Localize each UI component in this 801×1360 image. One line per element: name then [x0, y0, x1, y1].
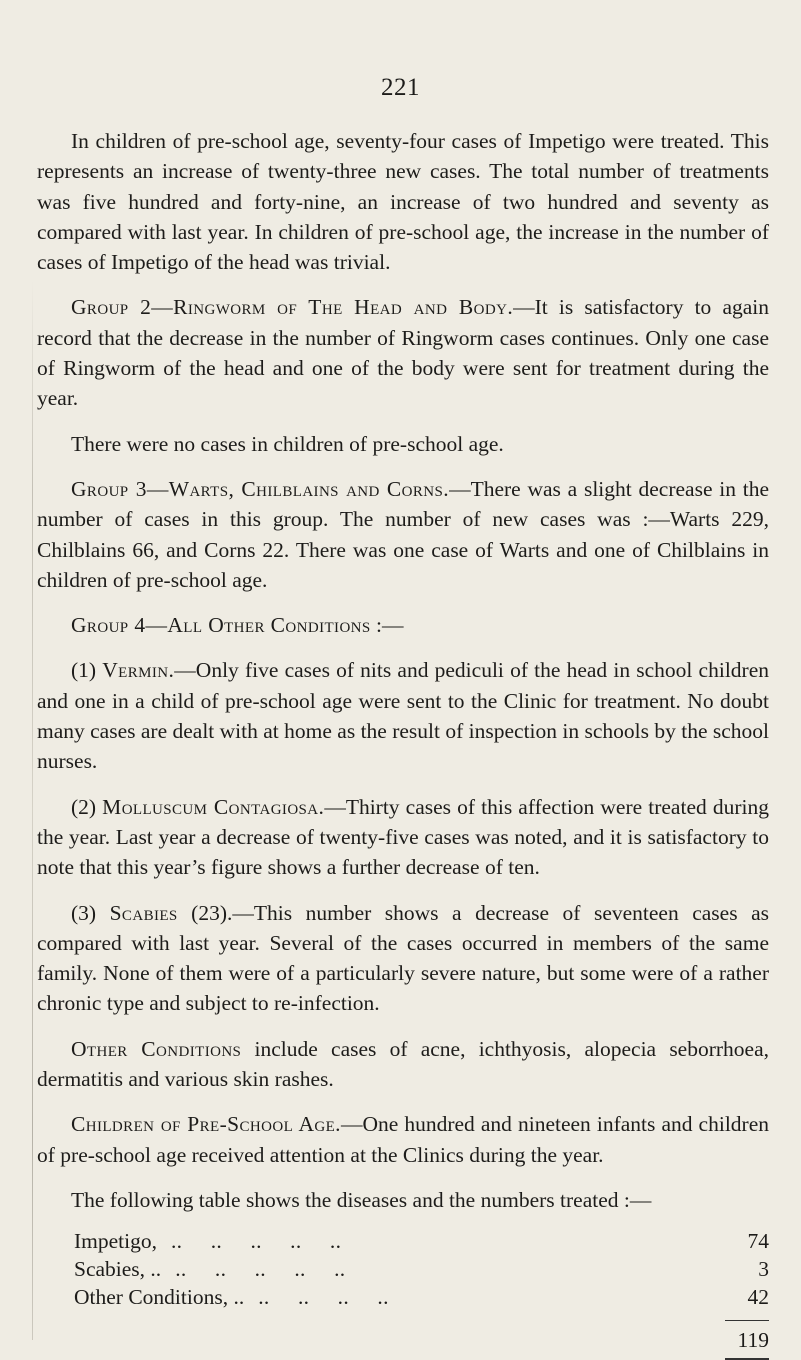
impetigo-preschool-paragraph: In children of pre-school age, seventy-four cases of Impetigo were treated. This represents an increase of twenty-three new cases. The total number of treatments was five hundred and forty-nine, an increase of two hundred and seventy as compared with last year. In children of pre-school age, the increase in the number of cases of Impetigo of the head was trivial. [37, 129, 769, 275]
row-label: Impetigo, [74, 1229, 157, 1254]
vermin-number: (1) [71, 658, 103, 683]
scabies-number: (3) [71, 900, 110, 925]
document-body [37, 126, 769, 1360]
scan-page-edge [32, 280, 33, 1340]
group-3-heading: Group 3—Warts, Chilblains and Corns. [71, 476, 450, 501]
table-total-row [74, 1325, 769, 1355]
other-conditions-text: include cases of acne, ichthyosis, alopecia seborrhoea, dermatitis and various skin rashes. [37, 1036, 770, 1092]
row-label: Scabies, .. [74, 1257, 162, 1282]
vermin-text: —Only five cases of nits and pediculi of the head in school children and one in a child of pre-school age were sent to the Clinic for treatment. No doubt many cases are dealt with at home as the result of inspection in schools by the school nurses. [37, 658, 770, 774]
total-rule [725, 1320, 769, 1321]
preschool-text: —One hundred and nineteen infants and children of pre-school age received attention at the Clinics during the year. [37, 1112, 769, 1167]
group-4-text: :— [370, 613, 404, 638]
group-3-text: —There was a slight decrease in the number of cases in this group. The number of new cases was :—Warts 229, Chilblains 66, and Corns 22. There was one case of Warts and one of Chilblains in children of pre-school age. [37, 476, 769, 592]
leader-dots: .. .. .. .. .. [171, 1229, 342, 1254]
scabies-text: (23).—This number shows a decrease of seventeen cases as compared with last year. Several of the cases occurred in members of the same family. None of them were of a particularly severe nature, but some were of a rather chronic type and subject to re-infection. [37, 900, 769, 1016]
molluscum-number: (2) [71, 794, 103, 819]
other-conditions-paragraph [37, 1034, 769, 1095]
molluscum-paragraph [37, 792, 769, 883]
scabies-paragraph [37, 898, 769, 1019]
table-total: 119 [737, 1328, 769, 1353]
leader-dots: .. .. .. .. .. [175, 1257, 346, 1282]
leader-dots: .. .. .. .. [258, 1285, 389, 1310]
molluscum-heading: Molluscum Contagiosa. [102, 794, 325, 819]
preschool-heading: Children of Pre-School Age. [71, 1112, 341, 1137]
group-2-paragraph [37, 292, 769, 413]
group-2-text: —It is satisfactory to again record that the decrease in the number of Ringworm cases continues. Only one case of Ringworm of the head and one of the body were sent for treatment during the year. [37, 295, 769, 411]
vermin-heading: Vermin. [102, 658, 175, 683]
table-row [74, 1283, 769, 1311]
group-3-paragraph [37, 474, 769, 595]
vermin-paragraph [37, 655, 769, 776]
molluscum-text: —Thirty cases of this affection were treated during the year. Last year a decrease of twenty-five cases was noted, and it is satisfactory to note that this year’s figure shows a further decrease of ten. [37, 794, 769, 880]
scabies-heading: Scabies [109, 900, 178, 925]
table-intro: The following table shows the diseases and the numbers treated :— [71, 1187, 652, 1212]
treatment-table [74, 1227, 769, 1359]
group-4-heading: Group 4—All Other Conditions [71, 613, 371, 638]
preschool-paragraph [37, 1109, 769, 1170]
group-2-preschool-note: There were no cases in children of pre-school age. [71, 431, 504, 456]
other-conditions-heading: Other Conditions [71, 1036, 242, 1061]
group-4-paragraph [37, 610, 769, 640]
table-row [74, 1227, 769, 1255]
page-number: 221 [381, 74, 420, 101]
table-row [74, 1255, 769, 1283]
total-underline [725, 1358, 769, 1360]
row-value: 74 [747, 1229, 769, 1254]
row-label: Other Conditions, .. [74, 1285, 245, 1310]
group-2-heading: Group 2—Ringworm of The Head and Body. [71, 295, 514, 320]
row-value: 42 [747, 1285, 769, 1310]
row-value: 3 [758, 1257, 769, 1282]
